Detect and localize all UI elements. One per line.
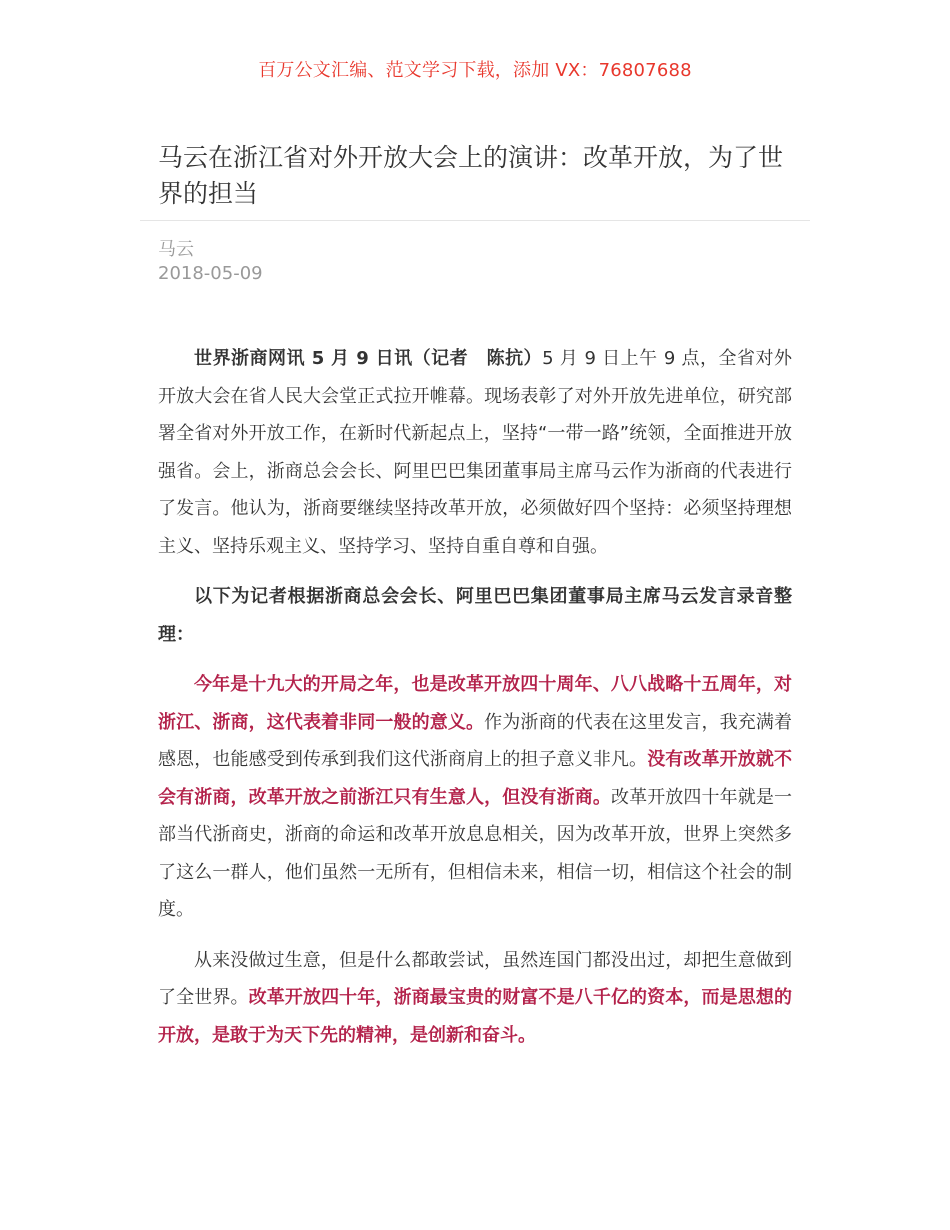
paragraph-3-text-2: 改革开放四十年就是一部当代浙商史，浙商的命运和改革开放息息相关，因为改革开放，世界上突然多了这么一群人，他们虽然一无所有，但相信未来，相信一切，相信这个社会的制度。 bbox=[158, 786, 793, 920]
paragraph-4-text: 从来没做过生意，但是什么都敢尝试，虽然连国门都没出过，却把生意做到了全世界。 bbox=[158, 949, 792, 1008]
paragraph-2 bbox=[158, 578, 792, 653]
news-lead: 世界浙商网讯 5 月 9 日讯（记者 陈抗） bbox=[194, 348, 543, 369]
paragraph-4 bbox=[158, 942, 792, 1055]
highlight-text: 改革开放四十年，浙商最宝贵的财富不是八千亿的资本，而是思想的开放，是敢于为天下先的精神，是创新和奋斗。 bbox=[158, 987, 793, 1046]
title-divider bbox=[140, 220, 810, 221]
article-author: 马云 bbox=[158, 239, 194, 260]
paragraph-3 bbox=[158, 666, 792, 929]
paragraph-3-text-1: 作为浙商的代表在这里发言，我充满着感恩，也能感受到传承到我们这代浙商肩上的担子意义非凡。 bbox=[158, 711, 793, 770]
transcript-intro: 以下为记者根据浙商总会会长、阿里巴巴集团董事局主席马云发言录音整理： bbox=[158, 586, 792, 645]
highlight-text: 今年是十九大的开局之年，也是改革开放四十周年、八八战略十五周年，对浙江、浙商，这代表着非同一般的意义。 bbox=[158, 674, 792, 733]
article-body bbox=[158, 340, 792, 1067]
article-date: 2018-05-09 bbox=[158, 263, 263, 284]
paragraph-1-text: 5 月 9 日上午 9 点，全省对外开放大会在省人民大会堂正式拉开帷幕。现场表彰了对外开放先进单位，研究部署全省对外开放工作，在新时代新起点上，坚持“一带一路”统领，全面推进开放强省。会上，浙商总会会长、阿里巴巴集团董事局主席马云作为浙商的代表进行了发言。他认为，浙商要继续坚持改革开放，必须做好四个坚持：必须坚持理想主义、坚持乐观主义、坚持学习、坚持自重自尊和自强。 bbox=[158, 348, 792, 557]
article-meta bbox=[158, 238, 263, 286]
highlight-text: 没有改革开放就不会有浙商，改革开放之前浙江只有生意人，但没有浙商。 bbox=[158, 749, 793, 808]
promo-banner: 百万公文汇编、范文学习下载，添加 VX：76807688 bbox=[258, 60, 692, 81]
article-title: 马云在浙江省对外开放大会上的演讲：改革开放，为了世界的担当 bbox=[158, 143, 784, 208]
paragraph-1 bbox=[158, 340, 792, 565]
